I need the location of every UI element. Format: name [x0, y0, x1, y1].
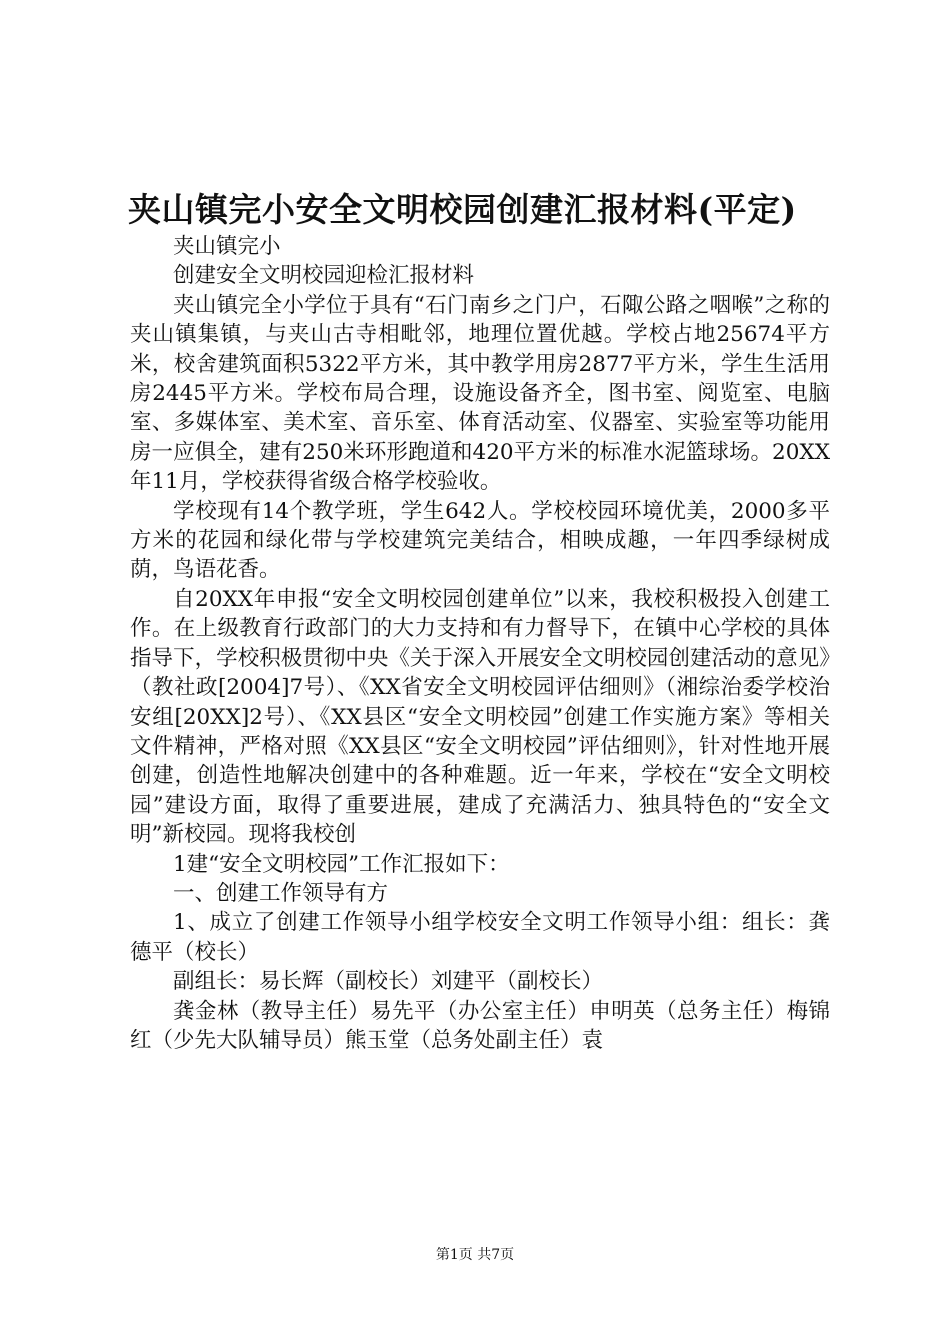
page-number-footer: 第1页 共7页	[435, 1247, 515, 1263]
paragraph-creation-work: 自20XX年申报“安全文明校园创建单位”以来，我校积极投入创建工作。在上级教育行政部门的大力支持和有力督导下，在镇中心学校的具体指导下，学校积极贯彻中央《关于深入开展安全文明校园创建活动的意见》（教社政[2004]7号）、《XX省安全文明校园评估细则》（湘综治委学校治安组[20XX]2号）、《XX县区“安全文明校园”创建工作实施方案》等相关文件精神，严格对照《XX县区“安全文明校园”评估细则》，针对性地开展创建，创造性地解决创建中的各种难题。近一年来，学校在“安全文明校园”建设方面，取得了重要进展，建成了充满活力、独具特色的“安全文明”新校园。现将我校创	[130, 586, 830, 848]
section-heading-leadership: 一、创建工作领导有方	[173, 880, 389, 906]
paragraph-leading-group: 1、成立了创建工作领导小组学校安全文明工作领导小组：组长：龚德平（校长）	[130, 910, 830, 965]
paragraph-report-subtitle: 创建安全文明校园迎检汇报材料	[173, 263, 475, 289]
paragraph-members: 龚金林（教导主任）易先平（办公室主任）申明英（总务主任）梅锦红（少先大队辅导员）熊玉堂（总务处副主任）袁	[130, 998, 830, 1053]
paragraph-report-intro: 1建“安全文明校园”工作汇报如下：	[173, 851, 510, 877]
paragraph-school-overview: 夹山镇完全小学位于具有“石门南乡之门户，石陬公路之咽喉”之称的夹山镇集镇，与夹山古寺相毗邻，地理位置优越。学校占地25674平方米，校舍建筑面积5322平方米，其中教学用房2877平方米，学生生活用房2445平方米。学校布局合理，设施设备齐全，图书室、阅览室、电脑室、多媒体室、美术室、音乐室、体育活动室、仪器室、实验室等功能用房一应俱全，建有250米环形跑道和420平方米的标准水泥篮球场。20XX年11月，学校获得省级合格学校验收。	[130, 292, 830, 495]
document-body	[130, 232, 830, 1055]
paragraph-deputy-leaders: 副组长：易长辉（副校长）刘建平（副校长）	[173, 969, 604, 995]
paragraph-students: 学校现有14个教学班，学生642人。学校校园环境优美，2000多平方米的花园和绿化带与学校建筑完美结合，相映成趣，一年四季绿树成荫，鸟语花香。	[130, 498, 830, 583]
paragraph-school-name: 夹山镇完小	[173, 234, 281, 259]
document-title: 夹山镇完小安全文明校园创建汇报材料(平定)	[128, 190, 797, 229]
